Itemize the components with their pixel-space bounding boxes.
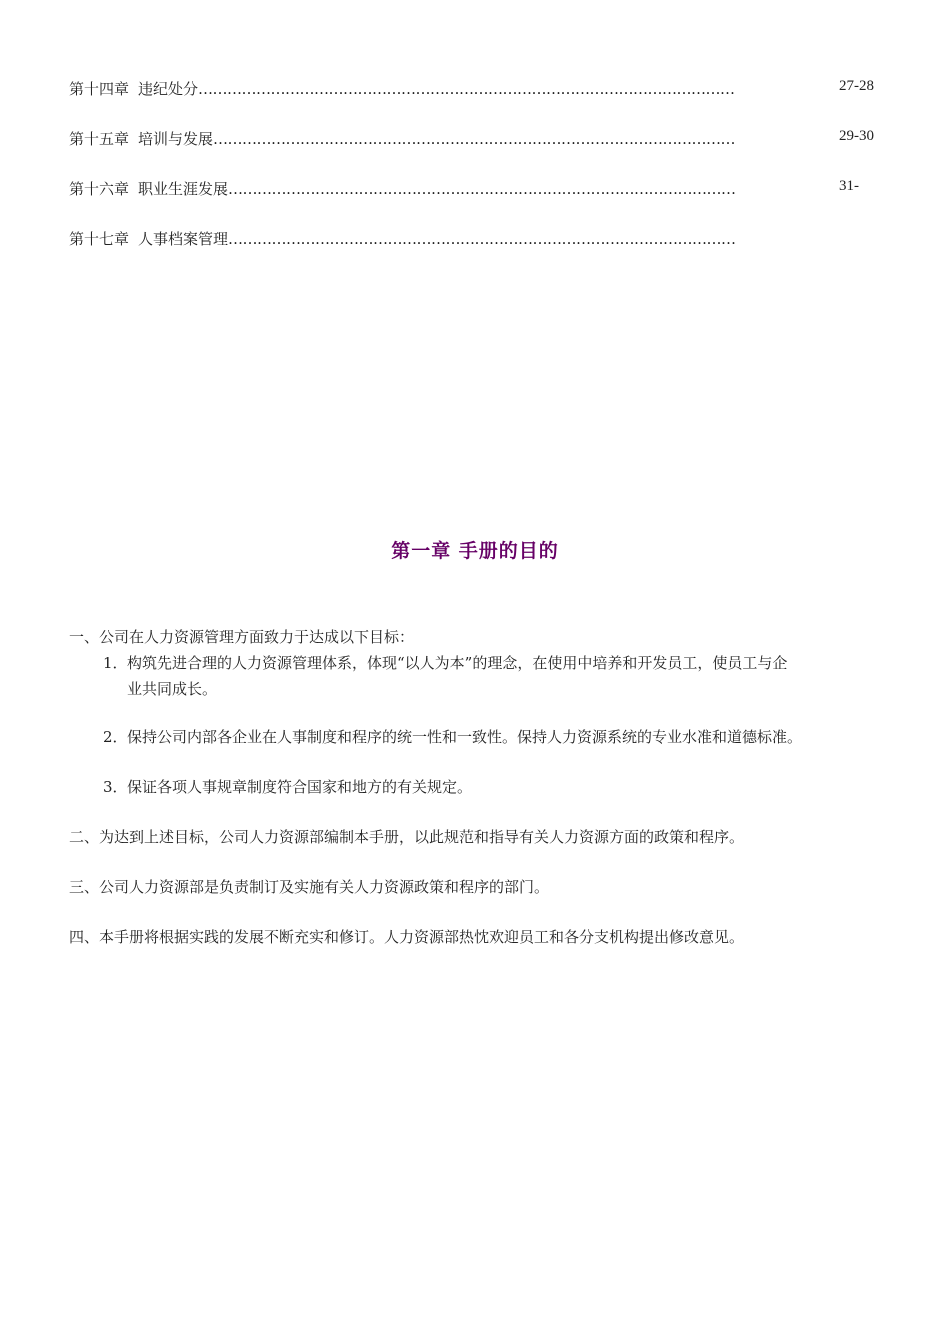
toc-entry-15[interactable] — [69, 128, 881, 150]
toc-chapter-number: 第十四章 — [69, 80, 130, 98]
toc-chapter-number: 第十六章 — [69, 180, 130, 198]
sub-item-number: 1． — [103, 654, 128, 672]
toc-entry-14[interactable] — [69, 78, 881, 100]
sub-item-text: 保持公司内部各企业在人事制度和程序的统一性和一致性。保持人力资源系统的专业水准和道德标准。 — [127, 728, 803, 746]
sub-item-text-line2: 业共同成长。 — [127, 680, 218, 698]
toc-leader-dots: …………………………………………………………………………………………… — [228, 230, 736, 248]
sub-item-2 — [103, 724, 883, 750]
toc-chapter-number: 第十七章 — [69, 230, 130, 248]
toc-leader-dots: …………………………………………………………………………………………… — [228, 180, 736, 198]
toc-leader-dots: ………………………………………………………………………………………………… — [198, 80, 735, 98]
sub-item-3 — [103, 774, 883, 800]
paragraph-2: 二、为达到上述目标，公司人力资源部编制本手册，以此规范和指导有关人力资源方面的政策和程序。 — [69, 828, 745, 846]
sub-item-text-line1: 构筑先进合理的人力资源管理体系，体现“以人为本”的理念，在使用中培养和开发员工，使员工与企 — [127, 654, 788, 672]
paragraph-4: 四、本手册将根据实践的发展不断充实和修订。人力资源部热忱欢迎员工和各分支机构提出修改意见。 — [69, 928, 745, 946]
sub-item-number: 3． — [103, 778, 128, 796]
toc-chapter-title: 人事档案管理 — [138, 230, 229, 248]
paragraph-3: 三、公司人力资源部是负责制订及实施有关人力资源政策和程序的部门。 — [69, 878, 550, 896]
sub-item-number: 2． — [103, 728, 128, 746]
toc-leader-dots: ……………………………………………………………………………………………… — [213, 130, 736, 148]
toc-chapter-title: 培训与发展 — [138, 130, 214, 148]
toc-page-range: 29-30 — [839, 128, 874, 144]
toc-chapter-number: 第十五章 — [69, 130, 130, 148]
sub-item-1 — [103, 650, 883, 702]
paragraph-1: 一、公司在人力资源管理方面致力于达成以下目标： — [69, 628, 415, 646]
toc-entry-17[interactable] — [69, 228, 881, 250]
toc-chapter-title: 违纪处分 — [138, 80, 199, 98]
toc-page-range: 31- — [839, 178, 859, 194]
chapter-heading: 第一章 手册的目的 — [391, 540, 559, 562]
toc-chapter-title: 职业生涯发展 — [138, 180, 229, 198]
sub-item-text: 保证各项人事规章制度符合国家和地方的有关规定。 — [127, 778, 473, 796]
toc-page-range: 27-28 — [839, 78, 874, 94]
toc-entry-16[interactable] — [69, 178, 881, 200]
